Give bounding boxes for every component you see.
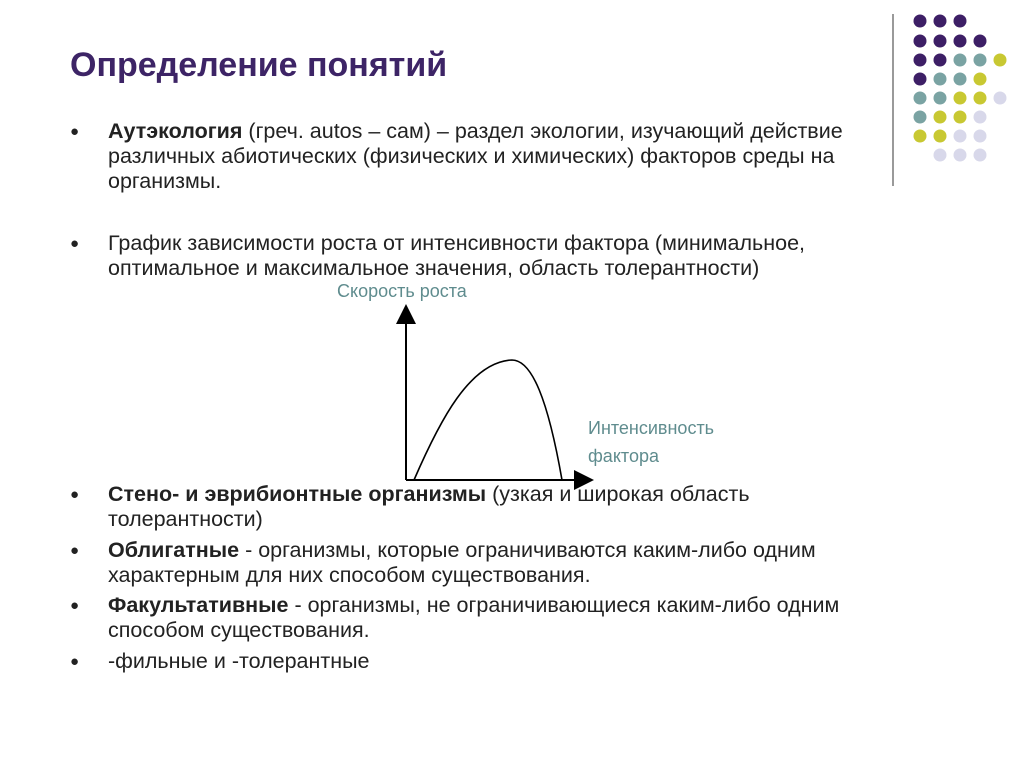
bullet-line: способом существования. — [108, 618, 370, 642]
bullet-line: оптимальное и максимальное значения, область толерантности) — [108, 256, 760, 280]
y-axis-label: Скорость роста — [337, 281, 467, 301]
bullet-term: Аутэкология — [108, 119, 243, 143]
bullet-marker: ● — [70, 486, 80, 503]
bullet-line — [108, 538, 998, 563]
slide-title: Определение понятий — [70, 46, 448, 84]
bullet-line: организмы. — [108, 169, 222, 193]
bullet-term: Факультативные — [108, 593, 289, 617]
bullet-line — [108, 482, 998, 507]
bullet-steno-eury — [70, 482, 998, 532]
bullet-facultative — [70, 593, 998, 643]
bullet-marker: ● — [70, 235, 80, 252]
bullet-marker: ● — [70, 597, 80, 614]
bullet-text: - организмы, которые ограничиваются каким-либо одним — [239, 538, 816, 562]
bullet-line: толерантности) — [108, 507, 263, 531]
bullet-marker: ● — [70, 123, 80, 140]
bullet-text: - организмы, не ограничивающиеся каким-либо одним — [288, 593, 840, 617]
bullet-marker: ● — [70, 542, 80, 559]
bullet-line: характерным для них способом существования. — [108, 563, 591, 587]
growth-curve — [414, 360, 562, 480]
bullet-term: Облигатные — [108, 538, 240, 562]
bullet-line: различных абиотических (физических и химических) факторов среды на — [108, 144, 835, 168]
bullet-line — [108, 593, 998, 618]
bullet-line: График зависимости роста от интенсивности фактора (минимальное, — [108, 231, 805, 255]
bullet-text: (греч. autos – сам) – раздел экологии, изучающий действие — [242, 119, 843, 143]
bullet-marker: ● — [70, 653, 80, 670]
bullet-line: -фильные и -толерантные — [108, 649, 370, 673]
bullet-term: Стено- и эврибионтные организмы — [108, 482, 487, 506]
bullet-obligate — [70, 538, 998, 588]
bullet-philic-tolerant — [70, 649, 998, 674]
bullet-text: (узкая и широкая область — [486, 482, 750, 506]
x-axis-label-line: фактора — [588, 446, 659, 466]
x-axis-label-line: Интенсивность — [588, 418, 715, 438]
